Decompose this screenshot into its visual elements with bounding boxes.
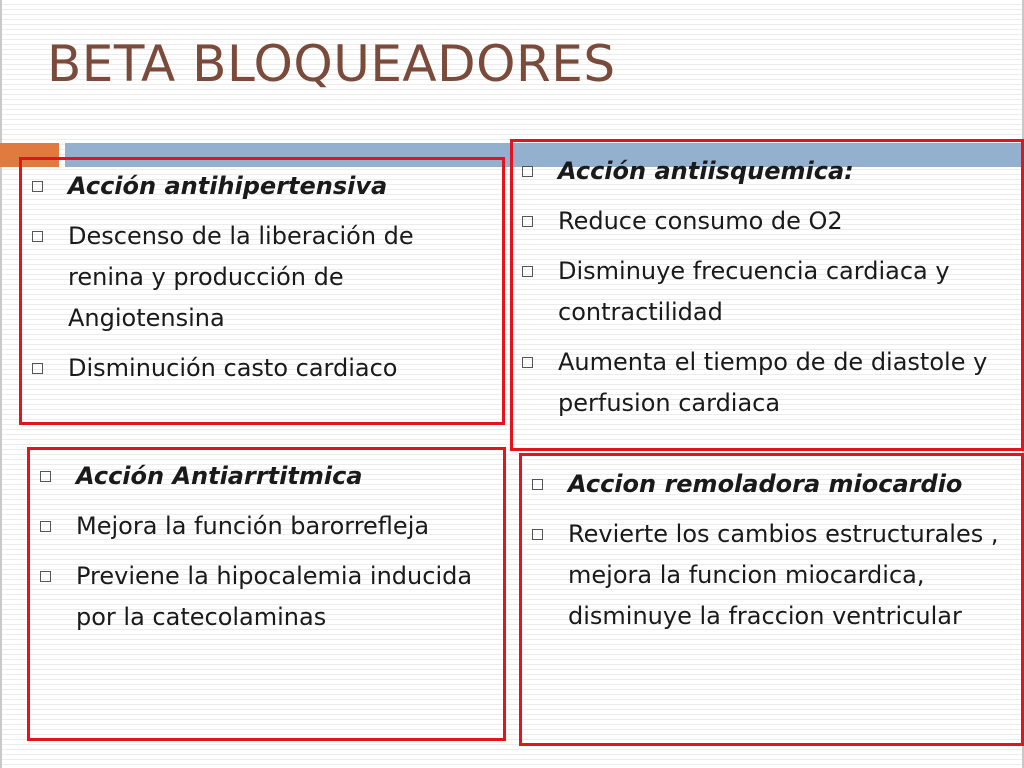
list-item-text: Aumenta el tiempo de de diastole y perfusion cardiaca: [558, 348, 988, 417]
hollow-square-icon: [522, 357, 533, 368]
list-item: [40, 506, 500, 547]
section-heading: Accion remoladora miocardio: [568, 470, 963, 498]
list-item-text: Disminución casto cardiaco: [68, 354, 398, 382]
list-item: [522, 201, 1017, 242]
slide-title: BETA BLOQUEADORES: [47, 35, 616, 93]
list-item: [32, 166, 492, 207]
slide-left-border: [0, 0, 2, 768]
hollow-square-icon: [32, 363, 43, 374]
antihypertensive-list: [32, 166, 492, 398]
list-item-text: Reduce consumo de O2: [558, 207, 843, 235]
antiischemic-list: [522, 151, 1017, 433]
list-item-text: Revierte los cambios estructurales , mejora la funcion miocardica, disminuye la fraccion ventricular: [568, 520, 999, 630]
hollow-square-icon: [532, 479, 543, 490]
antiarrhythmic-list: [40, 456, 500, 647]
list-item-text: Mejora la función barorrefleja: [76, 512, 430, 540]
list-item: [40, 456, 500, 497]
section-heading: Acción antihipertensiva: [68, 172, 388, 200]
section-heading: Acción antiisquemica:: [558, 157, 854, 185]
list-item: [532, 514, 1012, 637]
hollow-square-icon: [32, 181, 43, 192]
list-item: [522, 251, 1017, 333]
hollow-square-icon: [32, 231, 43, 242]
hollow-square-icon: [522, 266, 533, 277]
section-heading: Acción Antiarrtitmica: [76, 462, 363, 490]
list-item-text: Descenso de la liberación de renina y producción de Angiotensina: [68, 222, 414, 332]
hollow-square-icon: [522, 166, 533, 177]
list-item: [532, 464, 1012, 505]
list-item: [522, 342, 1017, 424]
list-item: [32, 216, 492, 339]
hollow-square-icon: [40, 521, 51, 532]
hollow-square-icon: [40, 471, 51, 482]
remodeling-list: [532, 464, 1012, 646]
list-item-text: Previene la hipocalemia inducida por la catecolaminas: [76, 562, 473, 631]
hollow-square-icon: [522, 216, 533, 227]
list-item: [522, 151, 1017, 192]
hollow-square-icon: [40, 571, 51, 582]
list-item: [32, 348, 492, 389]
list-item-text: Disminuye frecuencia cardiaca y contractilidad: [558, 257, 950, 326]
list-item: [40, 556, 500, 638]
hollow-square-icon: [532, 529, 543, 540]
